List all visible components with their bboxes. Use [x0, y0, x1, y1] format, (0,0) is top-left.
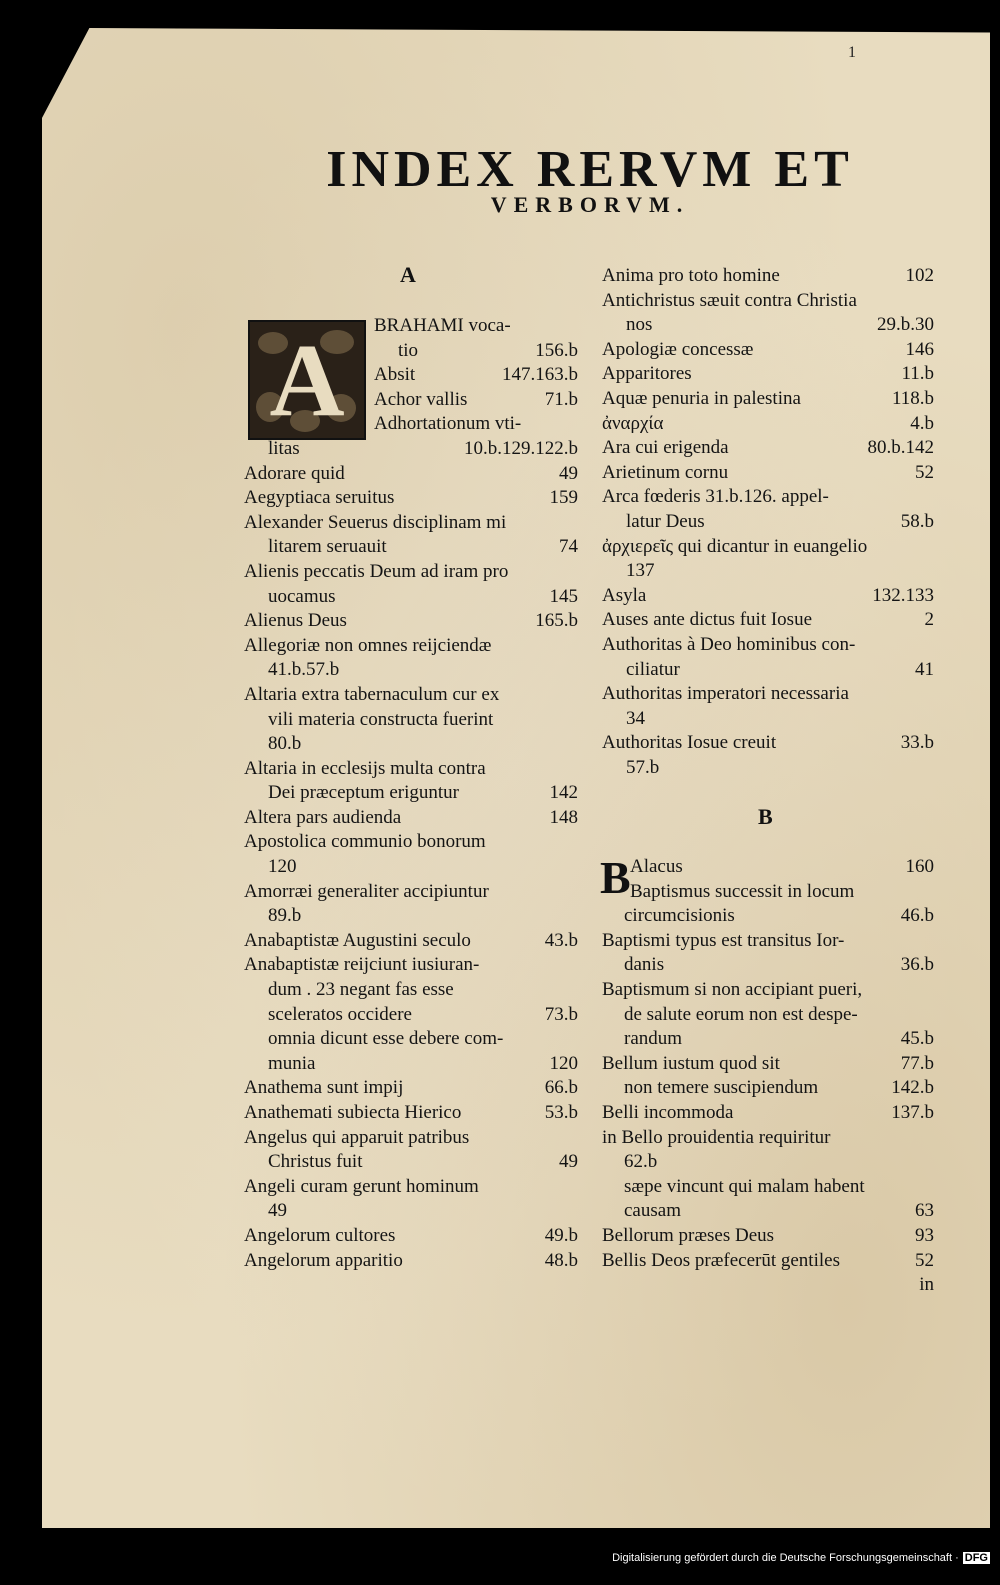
- entry-reference: 147.163.b: [502, 364, 578, 386]
- index-entry: [602, 707, 934, 732]
- entry-term: dum . 23 negant fas esse: [268, 979, 454, 1001]
- folio-number: 1: [848, 44, 856, 61]
- index-entry: [244, 880, 578, 905]
- entry-reference: 156.b: [535, 339, 578, 361]
- index-column-right-b: [600, 852, 934, 1298]
- index-entry: [602, 1126, 934, 1151]
- index-entry: [244, 339, 578, 364]
- entry-term: Bellis Deos præfecerūt gentiles: [602, 1249, 840, 1271]
- index-entry: [602, 436, 934, 461]
- entry-term: Altera pars audienda: [244, 806, 402, 828]
- index-entry: [244, 683, 578, 708]
- entry-term: Bellum iustum quod sit: [602, 1052, 780, 1074]
- entry-reference: 49: [559, 462, 578, 484]
- index-entry: [602, 362, 934, 387]
- entry-reference: 33.b: [900, 732, 934, 754]
- entry-term: munia: [268, 1052, 316, 1074]
- index-entry: [602, 264, 934, 289]
- index-entry: [244, 412, 578, 437]
- index-entry: [602, 559, 934, 584]
- entry-term: Altaria extra tabernaculum cur ex: [244, 683, 500, 705]
- entry-term: 80.b: [268, 733, 302, 755]
- entry-term: Arietinum cornu: [602, 461, 729, 483]
- index-entry: [602, 1076, 934, 1101]
- entry-reference: 77.b: [900, 1052, 934, 1074]
- index-entry: [602, 338, 934, 363]
- entry-term: Baptismus successit in locum: [630, 880, 855, 902]
- index-entry: [244, 363, 578, 388]
- index-entry: [244, 855, 578, 880]
- entry-reference: 52: [915, 461, 934, 483]
- entry-term: Bellorum præses Deus: [602, 1224, 775, 1246]
- entry-reference: 2: [924, 609, 934, 631]
- entry-term: Anabaptistæ reijciunt iusiuran-: [244, 954, 480, 976]
- index-entry: [244, 1126, 578, 1151]
- entry-reference: 160: [905, 856, 934, 877]
- entry-reference: 120: [549, 1052, 578, 1074]
- entry-term: sæpe vincunt qui malam habent: [624, 1175, 865, 1197]
- index-entry: [602, 461, 934, 486]
- index-entry: [602, 1175, 934, 1200]
- initial-letter-a: A: [269, 323, 345, 438]
- entry-term: BRAHAMI voca-: [374, 315, 511, 336]
- entry-term: litarem seruauit: [268, 536, 387, 558]
- index-entry: [244, 535, 578, 560]
- entry-term: Dei præceptum eriguntur: [268, 782, 460, 804]
- entry-reference: 11.b: [901, 363, 934, 385]
- entry-term: Adorare quid: [244, 462, 345, 484]
- index-entry: [244, 1249, 578, 1274]
- index-entry: [244, 757, 578, 782]
- entry-reference: 142.b: [891, 1077, 934, 1099]
- entry-reference: 102: [905, 265, 934, 286]
- index-entry: [244, 585, 578, 610]
- index-entry: [244, 732, 578, 757]
- entry-reference: 49: [559, 1151, 578, 1173]
- index-entry: [244, 904, 578, 929]
- index-entry: [602, 1101, 934, 1126]
- index-entry: [602, 1249, 934, 1274]
- entry-term: Alexander Seuerus disciplinam mi: [244, 511, 507, 533]
- index-entry: [602, 633, 934, 658]
- entry-term: Aegyptiaca seruitus: [244, 487, 395, 509]
- entry-term: 41.b.57.b: [268, 659, 340, 681]
- entry-term: ἀναρχία: [602, 412, 664, 434]
- entry-term: litas: [268, 437, 300, 459]
- entry-term: randum: [624, 1028, 683, 1050]
- entry-reference: 10.b.129.122.b: [464, 437, 578, 459]
- entry-reference: 36.b: [900, 954, 934, 976]
- entry-term: Anathema sunt impij: [244, 1077, 404, 1099]
- entry-term: Apostolica communio bonorum: [244, 831, 486, 853]
- entry-reference: 66.b: [544, 1077, 578, 1099]
- index-entry: [244, 929, 578, 954]
- entry-term: latur Deus: [626, 510, 705, 532]
- entry-reference: 41: [915, 658, 934, 680]
- index-entry: [602, 584, 934, 609]
- section-heading-a: A: [400, 262, 416, 287]
- entry-term: de salute eorum non est despe-: [624, 1003, 858, 1025]
- index-entry: [244, 1003, 578, 1028]
- initial-letter-b: B: [600, 852, 631, 903]
- index-entry: [602, 658, 934, 683]
- index-title: INDEX RERVM ET: [326, 141, 854, 198]
- entry-reference: 80.b.142: [867, 437, 934, 459]
- entry-reference: 142: [549, 782, 578, 804]
- entry-term: circumcisionis: [624, 905, 735, 927]
- index-entry: [602, 535, 934, 560]
- entry-term: Arca fœderis 31.b.126. appel-: [602, 486, 829, 508]
- entry-reference: 74: [559, 536, 578, 558]
- entry-term: omnia dicunt esse debere com-: [268, 1028, 504, 1050]
- entry-term: ciliatur: [626, 658, 680, 680]
- index-entry: [244, 462, 578, 487]
- index-entry: [244, 609, 578, 634]
- entry-reference: 93: [915, 1224, 934, 1246]
- entry-reference: 137.b: [891, 1101, 934, 1123]
- index-entry: [602, 1003, 934, 1028]
- index-column-right-a: [602, 264, 934, 780]
- index-entry: [602, 485, 934, 510]
- index-entry: [602, 608, 934, 633]
- entry-term: ἀρχιερεῖς qui dicantur in euangelio: [602, 535, 868, 557]
- entry-term: Christus fuit: [268, 1151, 363, 1173]
- entry-term: Angelus qui apparuit patribus: [244, 1126, 470, 1148]
- entry-reference: 73.b: [544, 1003, 578, 1025]
- index-entry: [244, 1175, 578, 1200]
- entry-reference: 45.b: [900, 1028, 934, 1050]
- entry-term: Apologiæ concessæ: [602, 338, 754, 360]
- entry-term: Angelorum cultores: [244, 1224, 396, 1246]
- entry-term: Antichristus sæuit contra Christia: [602, 289, 857, 311]
- entry-reference: 4.b: [910, 412, 934, 434]
- entry-term: danis: [624, 954, 665, 976]
- entry-reference: 146: [905, 338, 934, 360]
- index-entry: [602, 412, 934, 437]
- index-entry: [602, 510, 934, 535]
- entry-term: Alienus Deus: [244, 610, 347, 632]
- entry-reference: 63: [915, 1200, 934, 1222]
- entry-term: Apparitores: [602, 363, 692, 385]
- entry-term: non temere suscipiendum: [624, 1077, 819, 1099]
- entry-term: Belli incommoda: [602, 1101, 734, 1123]
- index-entry: [602, 289, 934, 314]
- entry-term: nos: [626, 314, 653, 336]
- index-entry: [602, 1027, 934, 1052]
- entry-reference: 148: [549, 806, 578, 828]
- entry-reference: 29.b.30: [877, 314, 934, 336]
- index-entry: [244, 314, 578, 339]
- index-entry: [602, 1224, 934, 1249]
- index-entry: [602, 978, 934, 1003]
- index-entry: [244, 634, 578, 659]
- entry-reference: 46.b: [900, 905, 934, 927]
- entry-term: Baptismum si non accipiant pueri,: [602, 978, 863, 1000]
- index-entry: [602, 731, 934, 756]
- entry-term: uocamus: [268, 585, 336, 607]
- index-entry: [602, 682, 934, 707]
- index-column-left: [244, 314, 578, 1273]
- entry-reference: 58.b: [900, 510, 934, 532]
- index-entry: [244, 511, 578, 536]
- index-entry: [602, 880, 934, 905]
- entry-term: 137: [626, 560, 655, 582]
- index-entry: [602, 313, 934, 338]
- index-entry: [244, 437, 578, 462]
- entry-term: Achor vallis: [374, 388, 468, 410]
- entry-term: Ara cui erigenda: [602, 437, 729, 459]
- entry-term: Authoritas Iosue creuit: [602, 732, 777, 754]
- index-entry: [244, 1150, 578, 1175]
- entry-reference: 43.b: [544, 929, 578, 951]
- entry-term: 34: [626, 707, 645, 729]
- index-entry: [244, 1101, 578, 1126]
- index-entry: [244, 1027, 578, 1052]
- index-entry: [244, 1224, 578, 1249]
- entry-term: Alacus: [630, 856, 683, 877]
- index-entry: [244, 658, 578, 683]
- index-entry: [244, 781, 578, 806]
- entry-term: Baptismi typus est transitus Ior-: [602, 929, 845, 951]
- entry-reference: 145: [549, 585, 578, 607]
- section-heading-b: B: [758, 804, 773, 829]
- entry-term: Angeli curam gerunt hominum: [244, 1175, 479, 1197]
- entry-reference: 118.b: [891, 387, 934, 409]
- entry-term: Angelorum apparitio: [244, 1249, 403, 1271]
- entry-term: Altaria in ecclesijs multa contra: [244, 757, 486, 779]
- entry-term: Adhortationum vti-: [374, 413, 522, 435]
- entry-term: sceleratos occidere: [268, 1003, 412, 1025]
- entry-term: in Bello prouidentia requiritur: [602, 1126, 831, 1148]
- entry-reference: 71.b: [544, 388, 578, 410]
- entry-term: 120: [268, 856, 297, 878]
- index-entry: [602, 1199, 934, 1224]
- entry-reference: 53.b: [544, 1102, 578, 1123]
- entry-reference: in: [919, 1274, 934, 1296]
- index-entry: [602, 953, 934, 978]
- digitization-credit: [612, 1552, 990, 1564]
- index-entry: [244, 1052, 578, 1077]
- entry-term: Anathemati subiecta Hierico: [244, 1102, 462, 1123]
- index-entry: [602, 1150, 934, 1175]
- credit-text: Digitalisierung gefördert durch die Deutsche Forschungsgemeinschaft ·: [612, 1552, 959, 1564]
- index-entry: [244, 806, 578, 831]
- index-entry: [244, 560, 578, 585]
- index-entry: [602, 929, 934, 954]
- entry-term: Auses ante dictus fuit Iosue: [602, 609, 813, 631]
- entry-term: Allegoriæ non omnes reijciendæ: [244, 634, 492, 656]
- entry-term: Alienis peccatis Deum ad iram pro: [244, 560, 509, 582]
- entry-reference: 159: [549, 487, 578, 509]
- index-subtitle: VERBORVM.: [490, 192, 690, 217]
- index-entry: [602, 855, 934, 880]
- entry-reference: 49.b: [544, 1224, 578, 1246]
- entry-term: Absit: [374, 364, 416, 386]
- index-entry: [602, 387, 934, 412]
- entry-reference: 165.b: [535, 610, 578, 632]
- index-entry: [602, 904, 934, 929]
- index-entry: [244, 953, 578, 978]
- entry-term: 57.b: [626, 756, 660, 778]
- entry-term: Anabaptistæ Augustini seculo: [244, 929, 471, 951]
- entry-reference: 52: [915, 1249, 934, 1271]
- dfg-logo: DFG: [964, 1552, 988, 1564]
- entry-term: vili materia constructa fuerint: [268, 708, 494, 730]
- entry-term: tio: [398, 339, 419, 361]
- index-entry: [602, 1273, 934, 1298]
- index-entry: [602, 756, 934, 781]
- entry-term: Aquæ penuria in palestina: [602, 387, 801, 409]
- entry-term: Anima pro toto homine: [602, 265, 780, 286]
- index-entry: [244, 388, 578, 413]
- entry-reference: 48.b: [544, 1249, 578, 1271]
- entry-term: 62.b: [624, 1151, 658, 1173]
- entry-term: Amorræi generaliter accipiuntur: [244, 880, 489, 902]
- entry-reference: 132.133: [872, 584, 934, 606]
- entry-term: 49: [268, 1200, 287, 1222]
- index-entry: [244, 708, 578, 733]
- entry-term: causam: [624, 1200, 681, 1222]
- index-entry: [244, 978, 578, 1003]
- entry-term: Authoritas imperatori necessaria: [602, 683, 849, 705]
- index-entry: [244, 486, 578, 511]
- index-entry: [244, 830, 578, 855]
- entry-term: Authoritas à Deo hominibus con-: [602, 633, 856, 655]
- index-entry: [244, 1076, 578, 1101]
- entry-term: Asyla: [602, 584, 647, 606]
- entry-term: 89.b: [268, 905, 302, 927]
- index-entry: [602, 1052, 934, 1077]
- index-entry: [244, 1199, 578, 1224]
